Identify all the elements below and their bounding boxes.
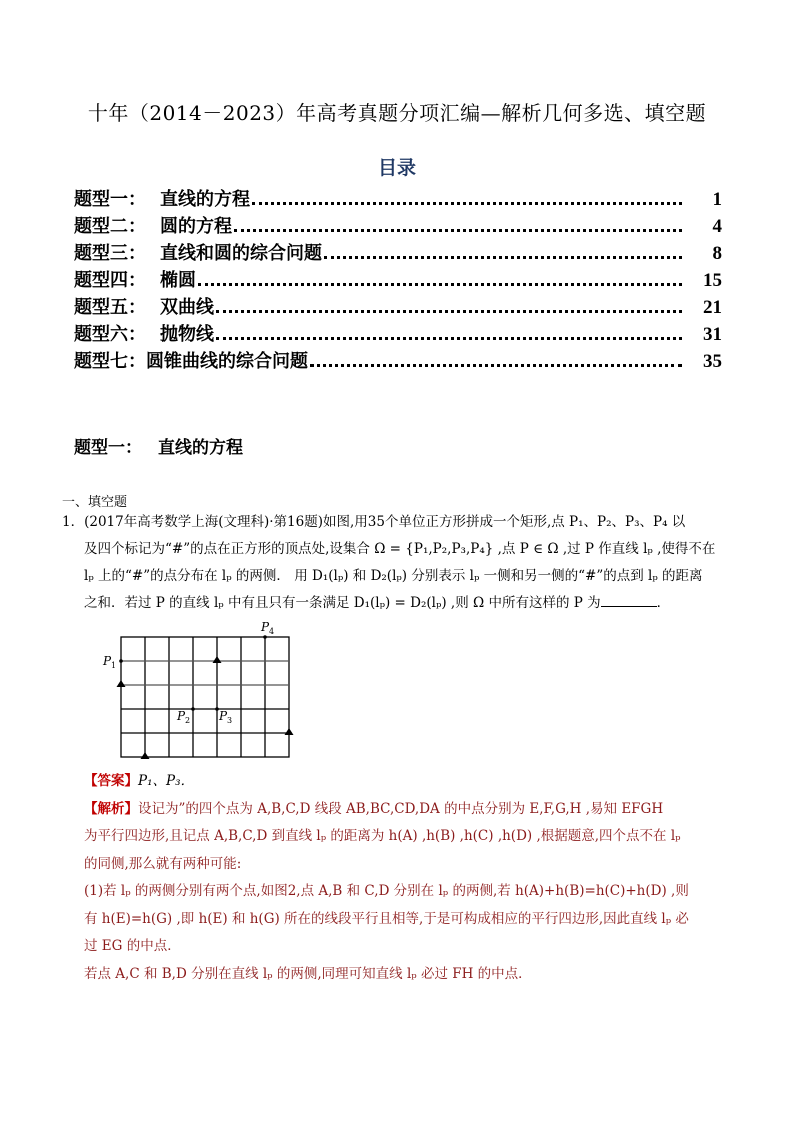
grid-diagram [95,615,305,767]
question-number: 1． [62,514,85,530]
toc-item-label: 题型一： [74,189,146,210]
table-of-contents [74,184,722,373]
answer-section [84,768,740,988]
toc-leader-dots [216,310,682,313]
question-line: 及四个标记为“#”的点在正方形的顶点处,设集合 Ω = {P₁,P₂,P₃,P₄} ,点 P ∈ Ω ,过 P 作直线 lₚ ,使得不在 [84,541,716,557]
section-heading [74,433,243,458]
question-text: 之和．若过 P 的直线 lₚ 中有且只有一条满足 D₁(lₚ) = D₂(lₚ) ,则 Ω 中所有这样的 P 为 [84,595,601,611]
question-line [62,509,738,536]
toc-item-label: 题型四： [74,270,146,291]
answer-line [84,768,740,796]
toc-item[interactable] [74,265,722,292]
toc-item-page: 31 [703,324,722,345]
toc-item[interactable] [74,238,722,265]
toc-item-label: 题型五： [74,297,146,318]
analysis-line: (1)若 lₚ 的两侧分别有两个点,如图2,点 A,B 和 C,D 分别在 lₚ 的两侧,若 h(A)+h(B)=h(C)+h(D) ,则 [84,883,689,899]
analysis-text: 设记为”的四个点为 A,B,C,D 线段 AB,BC,CD,DA 的中点分别为 E,F,G,H ,易知 EFGH [138,800,664,817]
toc-item-label: 题型三： [74,243,146,264]
question-1 [62,509,738,617]
svg-text:P: P [261,620,270,634]
question-line [62,590,738,617]
toc-item-name: 直线的方程 [160,189,250,210]
svg-text:4: 4 [269,627,275,636]
section-name: 直线的方程 [158,438,243,458]
toc-item-name: 抛物线 [160,324,214,345]
toc-item-page: 21 [703,297,722,318]
answer-label: 【答案】 [84,773,138,789]
toc-heading: 目录 [377,157,416,179]
analysis-line: 为平行四边形,且记点 A,B,C,D 到直线 lₚ 的距离为 h(A) ,h(B) ,h(C) ,h(D) ,根据题意,四个点不在 lₚ [84,828,681,844]
toc-item-page: 8 [712,243,722,264]
toc-item-name: 圆锥曲线的综合问题 [146,351,308,372]
analysis-line: 若点 A,C 和 B,D 分别在直线 lₚ 的两侧,同理可知直线 lₚ 必过 FH 的中点． [84,965,532,982]
svg-text:2: 2 [185,716,191,725]
answer-blank [601,592,657,607]
toc-item-page: 4 [712,216,722,237]
toc-item[interactable] [74,319,722,346]
svg-text:P: P [103,654,112,668]
svg-text:3: 3 [227,716,233,725]
section-label: 题型一： [74,438,142,458]
sub-heading: 一、填空题 [62,495,128,510]
toc-item-name: 圆的方程 [160,216,232,237]
toc-item-page: 15 [703,270,722,291]
toc-item-label: 题型二： [74,216,146,237]
toc-item-name: 直线和圆的综合问题 [160,243,322,264]
toc-leader-dots [216,337,682,340]
svg-text:1: 1 [111,661,117,670]
toc-item-name: 双曲线 [160,297,214,318]
toc-leader-dots [252,202,682,205]
toc-item-name: 椭圆 [160,270,196,291]
svg-text:P: P [219,709,228,723]
toc-leader-dots [198,283,682,286]
toc-item[interactable] [74,184,722,211]
toc-item[interactable] [74,211,722,238]
toc-item-page: 35 [703,351,722,372]
analysis-line: 有 h(E)=h(G) ,即 h(E) 和 h(G) 所在的线段平行且相等,于是可构成相应的平行四边形,因此直线 lₚ 必 [84,910,689,927]
toc-leader-dots [234,229,682,232]
question-line: lₚ 上的“#”的点分布在 lₚ 的两侧． 用 D₁(lₚ) 和 D₂(lₚ) 分别表示 lₚ 一侧和另一侧的“#”的点到 lₚ 的距离 [84,568,703,584]
analysis-line: 的同侧,那么就有两种可能: [84,855,242,872]
svg-text:P: P [177,709,186,723]
answer-value: P₁、P₃． [138,773,194,789]
analysis-label: 【解析】 [84,800,138,817]
question-end: ． [656,595,671,611]
analysis-line [84,796,740,824]
toc-leader-dots [310,364,682,367]
toc-item[interactable] [74,346,722,373]
document-title: 十年（2014－2023）年高考真题分项汇编—解析几何多选、填空题 [87,101,707,125]
toc-item-page: 1 [712,189,722,210]
toc-item[interactable] [74,292,722,319]
grid-figure [95,615,305,771]
toc-item-label: 题型六： [74,324,146,345]
question-text: (2017年高考数学上海(文理科)·第16题)如图,用35个单位正方形拼成一个矩形,点 P₁、P₂、P₃、P₄ 以 [84,514,686,530]
toc-item-label: 题型七： [74,351,146,372]
toc-leader-dots [324,256,682,259]
analysis-line: 过 EG 的中点． [84,938,181,954]
